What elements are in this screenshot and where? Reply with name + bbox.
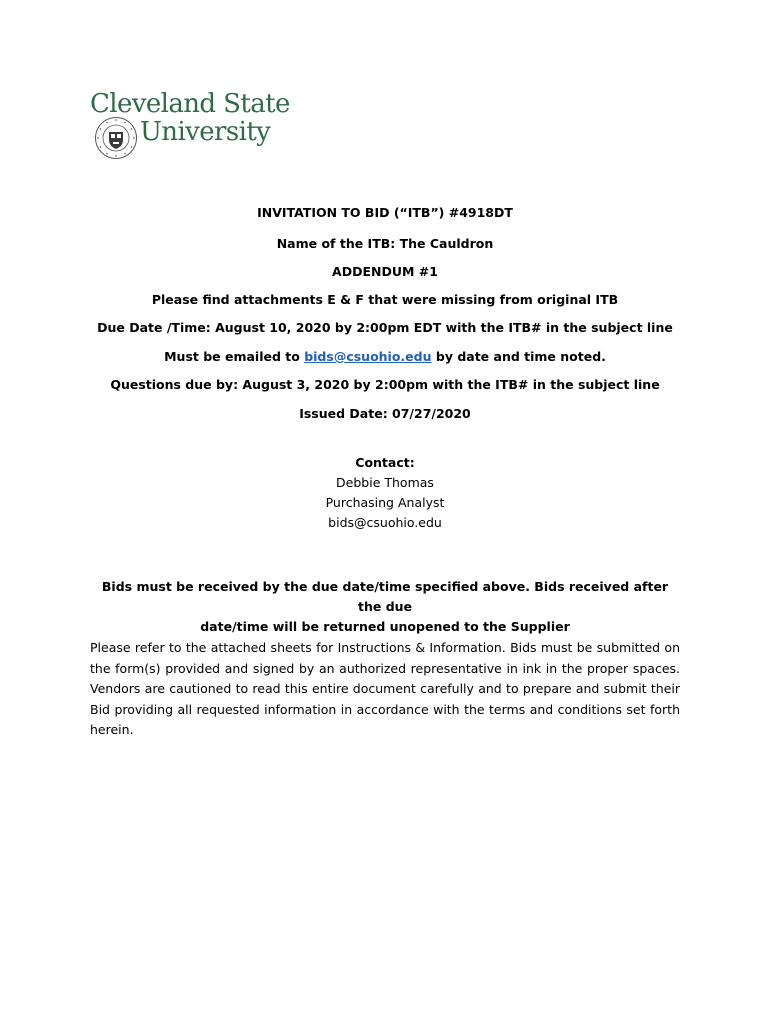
university-logo — [90, 90, 290, 166]
instructions-paragraph: Please refer to the attached sheets for Instructions & Information. Bids must be submitted on the form(s) provided and signed by an authorized representative in ink in the proper spaces. Vendors are cautioned to read this entire document carefully and to prepare and submit their Bid providing all requested information in accordance with the terms and conditions set forth herein. — [90, 640, 680, 737]
contact-block — [0, 453, 770, 533]
contact-heading: Contact: — [355, 455, 415, 470]
due-date: Due Date /Time: August 10, 2020 by 2:00pm EDT with the ITB# in the subject line — [97, 320, 673, 335]
questions-due: Questions due by: August 3, 2020 by 2:00pm with the ITB# in the subject line — [110, 377, 660, 392]
warning-line-1: Bids must be received by the due date/time specified above. Bids received after the due — [101, 579, 669, 614]
addendum-label: ADDENDUM #1 — [332, 264, 438, 279]
university-seal-icon — [94, 116, 138, 160]
attachments-note: Please find attachments E & F that were missing from original ITB — [151, 292, 619, 307]
logo-line-1: Cleveland State — [90, 89, 290, 119]
warning-line-2: date/time will be returned unopened to the Supplier — [200, 619, 570, 634]
itb-name: Name of the ITB: The Cauldron — [276, 236, 494, 251]
email-instruction-prefix: Must be emailed to — [164, 349, 305, 364]
contact-title: Purchasing Analyst — [325, 495, 445, 510]
logo-line-2: University — [140, 117, 271, 147]
contact-name: Debbie Thomas — [336, 475, 434, 490]
issued-date: Issued Date: 07/27/2020 — [299, 406, 471, 421]
contact-email: bids@csuohio.edu — [328, 515, 442, 530]
bids-email-link[interactable]: bids@csuohio.edu — [304, 349, 432, 364]
late-bid-warning — [90, 577, 680, 637]
email-instruction-suffix: by date and time noted. — [431, 349, 606, 364]
itb-title: INVITATION TO BID (“ITB”) #4918DT — [257, 205, 513, 220]
email-instruction — [0, 349, 770, 364]
